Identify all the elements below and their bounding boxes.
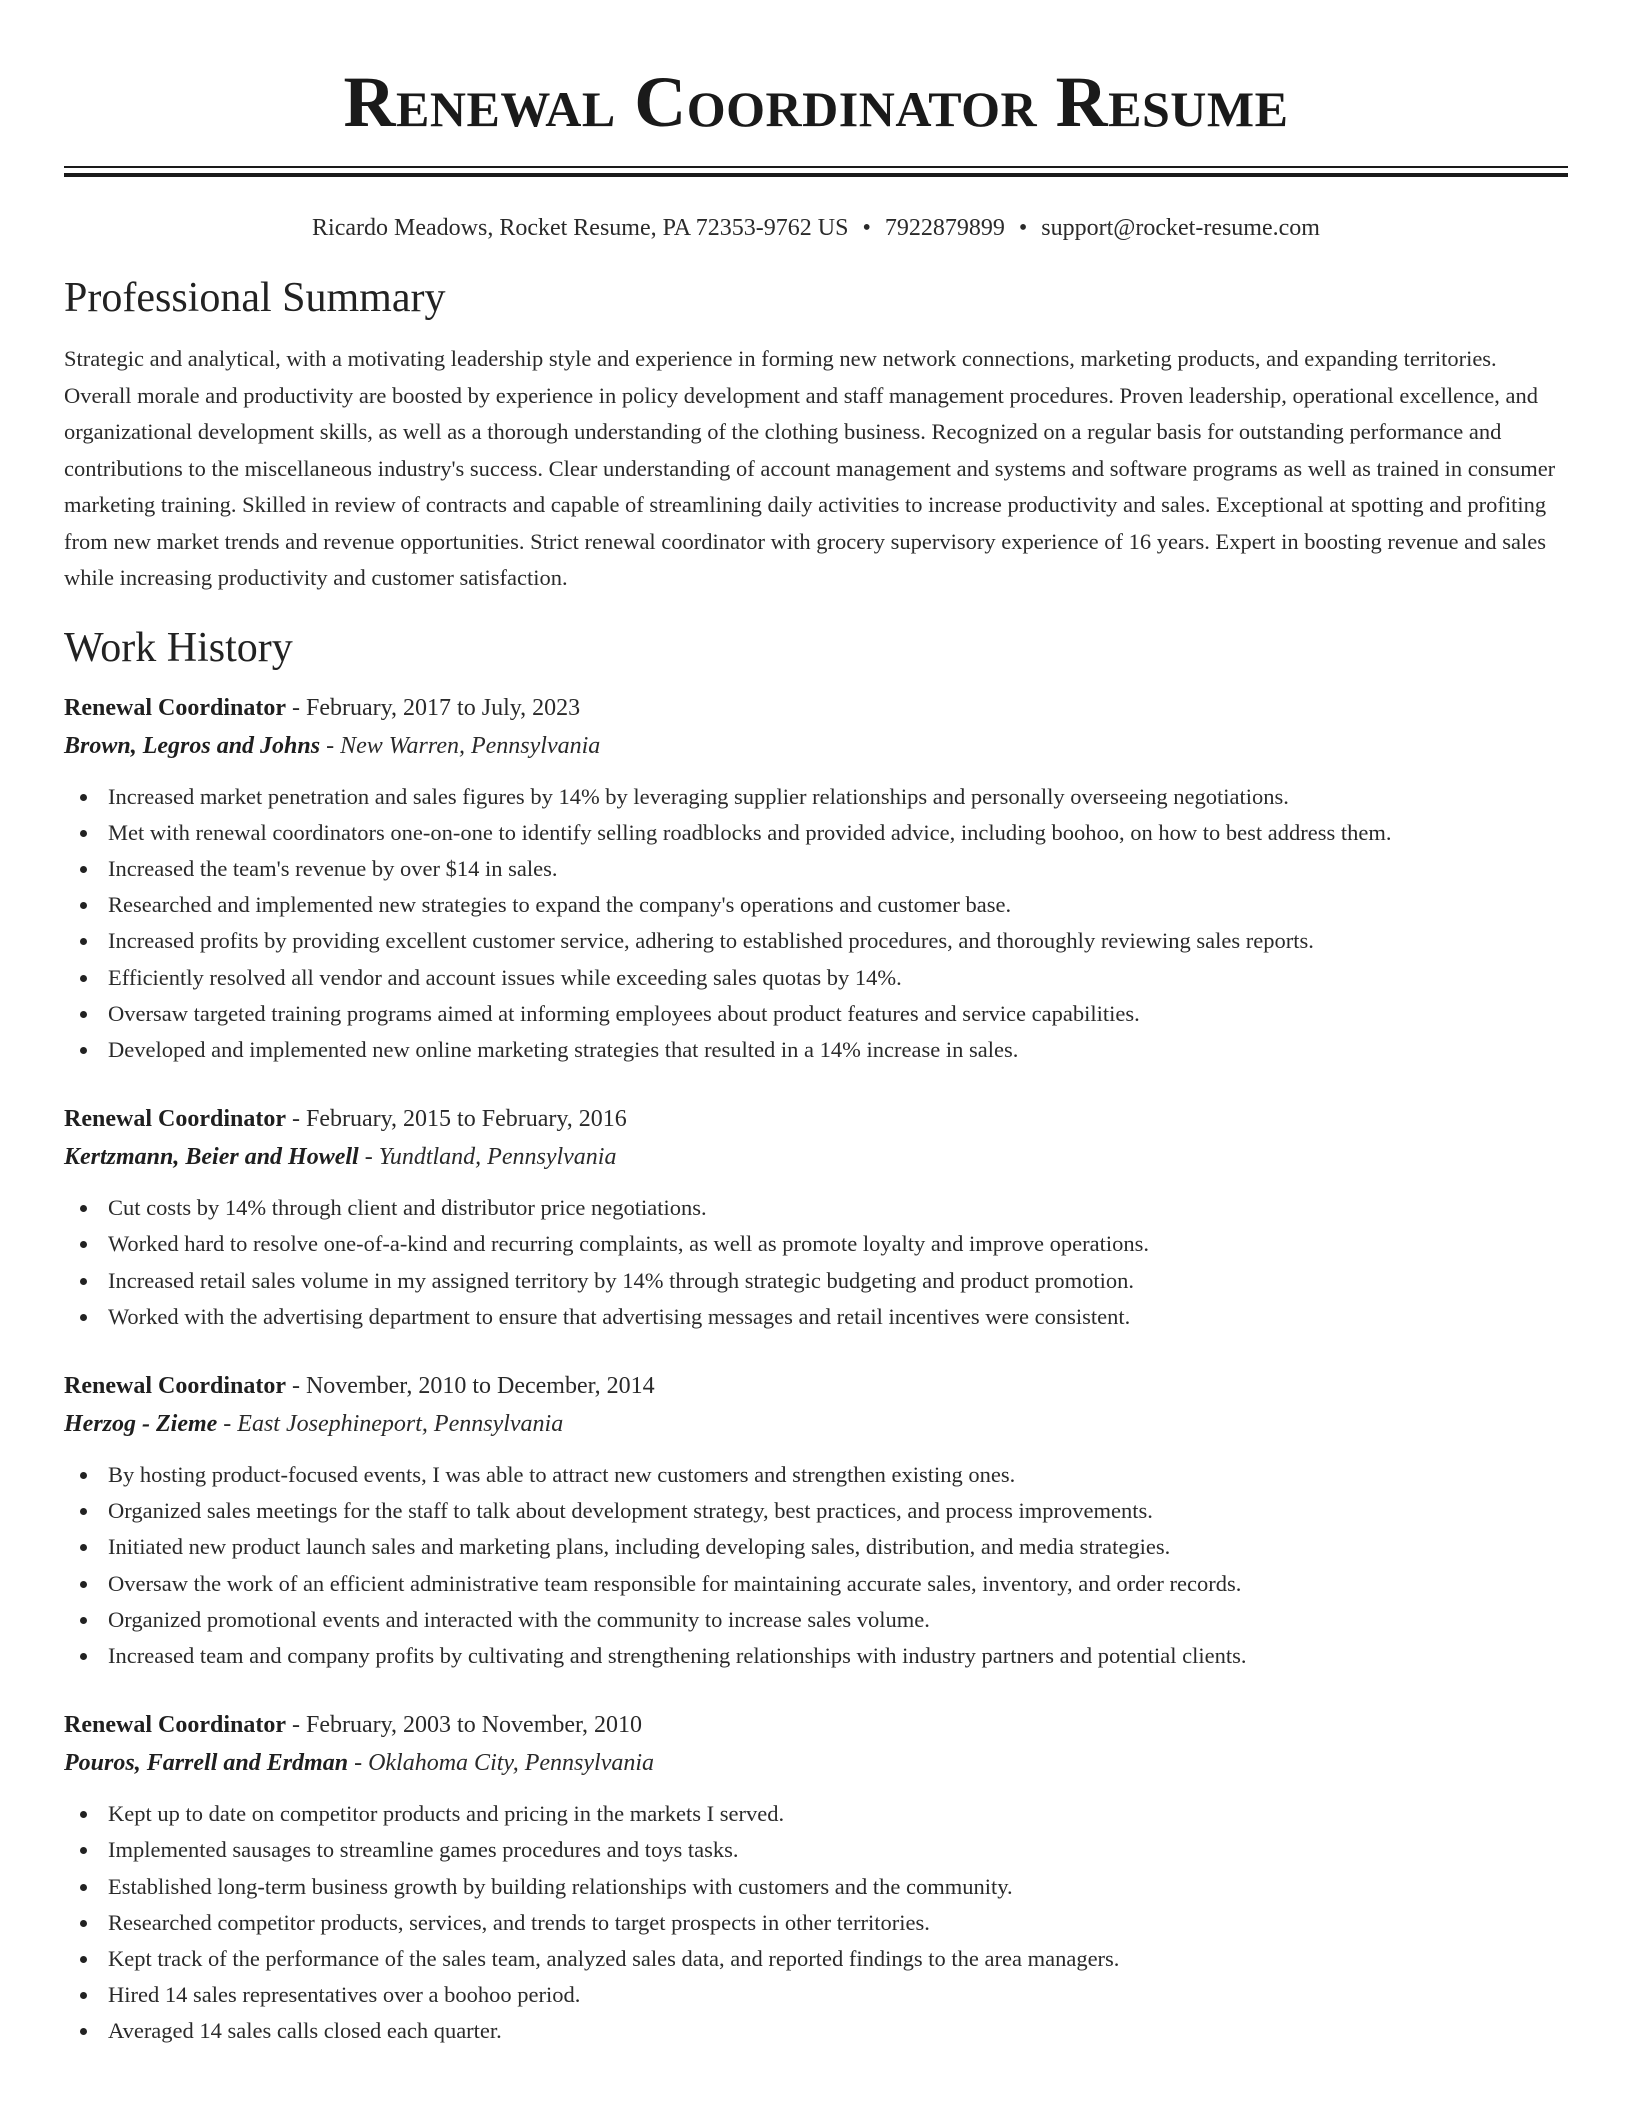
contact-line	[64, 213, 1568, 243]
bullet-text: Organized promotional events and interacted with the community to increase sales volume.	[108, 1606, 930, 1632]
job-location: - New Warren, Pennsylvania	[320, 732, 601, 759]
job-entry	[64, 1706, 1568, 2049]
bullet-dot-icon	[80, 1653, 87, 1660]
bullet-text: Developed and implemented new online marketing strategies that resulted in a 14% increase in sales.	[108, 1036, 1019, 1062]
bullet-text: Oversaw targeted training programs aimed at informing employees about product features and service capabilities.	[108, 1000, 1140, 1026]
job-bullet	[64, 923, 1568, 959]
title-divider-thick	[64, 173, 1568, 177]
bullet-dot-icon	[80, 1205, 87, 1212]
bullet-text: Increased the team's revenue by over $14 in sales.	[108, 855, 558, 881]
summary-text: Strategic and analytical, with a motivating leadership style and experience in forming new network connections, marketing products, and expanding territories. Overall morale and productivity are boosted by experience in policy development and staff management procedures. Proven leadership, operational excellence, and organizational development skills, as well as a thorough understanding of the clothing business. Recognized on a regular basis for outstanding performance and contributions to the miscellaneous industry's success. Clear understanding of account management and systems and software programs as well as trained in consumer marketing training. Skilled in review of contracts and capable of streamlining daily activities to increase productivity and sales. Exceptional at spotting and profiting from new market trends and revenue opportunities. Strict renewal coordinator with grocery supervisory experience of 16 years. Expert in boosting revenue and sales while increasing productivity and customer satisfaction.	[64, 346, 1556, 590]
job-title-line	[64, 689, 1568, 727]
summary-heading: Professional Summary	[64, 275, 446, 321]
job-bullet	[64, 1457, 1568, 1493]
company-line	[64, 727, 1568, 765]
bullet-dot-icon	[80, 1508, 87, 1515]
job-bullet	[64, 887, 1568, 923]
job-bullet	[64, 1638, 1568, 1674]
bullet-dot-icon	[80, 1241, 87, 1248]
job-bullet	[64, 815, 1568, 851]
bullet-dot-icon	[80, 1992, 87, 1999]
job-bullet	[64, 2013, 1568, 2049]
job-bullet	[64, 1032, 1568, 1068]
job-bullet	[64, 1977, 1568, 2013]
bullet-dot-icon	[80, 1472, 87, 1479]
job-bullet	[64, 779, 1568, 815]
job-bullet	[64, 1226, 1568, 1262]
bullet-text: Kept track of the performance of the sales team, analyzed sales data, and reported findings to the area managers.	[108, 1945, 1120, 1971]
bullet-dot-icon	[80, 866, 87, 873]
job-bullet	[64, 1299, 1568, 1335]
bullet-dot-icon	[80, 902, 87, 909]
job-bullet	[64, 1493, 1568, 1529]
job-entry	[64, 1100, 1568, 1335]
job-title-line	[64, 1706, 1568, 1744]
company-line	[64, 1744, 1568, 1782]
job-bullet	[64, 1905, 1568, 1941]
job-bullet	[64, 1602, 1568, 1638]
bullet-text: Kept up to date on competitor products and pricing in the markets I served.	[108, 1801, 785, 1827]
job-dates: - February, 2003 to November, 2010	[285, 1712, 643, 1739]
bullet-dot-icon	[80, 1920, 87, 1927]
bullet-text: Established long-term business growth by building relationships with customers and the community.	[108, 1873, 1013, 1899]
job-company: Kertzmann, Beier and Howell	[64, 1144, 359, 1171]
bullet-text: Increased market penetration and sales figures by 14% by leveraging supplier relationships and personally overseeing negotiations.	[108, 783, 1289, 809]
job-role: Renewal Coordinator	[64, 1372, 286, 1399]
job-bullet-list	[64, 1457, 1568, 1674]
job-bullet	[64, 1869, 1568, 1905]
job-bullet	[64, 1941, 1568, 1977]
contact-email: support@rocket-resume.com	[1041, 215, 1320, 241]
bullet-dot-icon	[80, 1811, 87, 1818]
job-dates: - November, 2010 to December, 2014	[285, 1372, 655, 1399]
job-bullet	[64, 851, 1568, 887]
bullet-text: Met with renewal coordinators one-on-one to identify selling roadblocks and provided advice, including boohoo, on how to best address them.	[108, 819, 1392, 845]
job-dates: - February, 2017 to July, 2023	[285, 694, 581, 721]
job-bullet-list	[64, 1796, 1568, 2049]
bullet-dot-icon	[80, 1011, 87, 1018]
bullet-dot-icon	[80, 794, 87, 801]
job-location: - Oklahoma City, Pennsylvania	[348, 1750, 655, 1777]
bullet-dot-icon	[80, 1884, 87, 1891]
job-role: Renewal Coordinator	[64, 1712, 286, 1739]
bullet-text: Oversaw the work of an efficient administrative team responsible for maintaining accurate sales, inventory, and order records.	[108, 1570, 1242, 1596]
contact-separator: •	[862, 215, 871, 241]
bullet-dot-icon	[80, 975, 87, 982]
bullet-text: Worked with the advertising department to ensure that advertising messages and retail incentives were consistent.	[108, 1303, 1131, 1329]
job-bullet	[64, 1190, 1568, 1226]
bullet-dot-icon	[80, 1847, 87, 1854]
job-bullet	[64, 1529, 1568, 1565]
bullet-text: Efficiently resolved all vendor and account issues while exceeding sales quotas by 14%.	[108, 964, 902, 990]
bullet-text: Organized sales meetings for the staff to talk about development strategy, best practices, and process improvements.	[108, 1498, 1153, 1524]
job-bullet	[64, 996, 1568, 1032]
bullet-text: Researched competitor products, services, and trends to target prospects in other territories.	[108, 1909, 930, 1935]
job-bullet	[64, 960, 1568, 996]
bullet-dot-icon	[80, 2028, 87, 2035]
bullet-dot-icon	[80, 1047, 87, 1054]
job-company: Herzog - Zieme	[64, 1410, 218, 1437]
job-dates: - February, 2015 to February, 2016	[285, 1106, 627, 1133]
bullet-text: Worked hard to resolve one-of-a-kind and recurring complaints, as well as promote loyalty and improve operations.	[108, 1231, 1149, 1257]
company-line	[64, 1138, 1568, 1176]
bullet-text: Increased profits by providing excellent customer service, adhering to established procedures, and thoroughly reviewing sales reports.	[108, 928, 1314, 954]
job-location: - East Josephineport, Pennsylvania	[217, 1410, 564, 1437]
bullet-dot-icon	[80, 830, 87, 837]
bullet-dot-icon	[80, 1544, 87, 1551]
job-bullet	[64, 1796, 1568, 1832]
bullet-text: Cut costs by 14% through client and distributor price negotiations.	[108, 1195, 707, 1221]
company-line	[64, 1405, 1568, 1443]
contact-separator: •	[1018, 215, 1028, 241]
job-title-line	[64, 1100, 1568, 1138]
resume-title: Renewal Coordinator Resume	[343, 62, 1289, 142]
bullet-text: By hosting product-focused events, I was able to attract new customers and strengthen existing ones.	[108, 1461, 1016, 1487]
work-history-heading: Work History	[64, 624, 293, 671]
bullet-dot-icon	[80, 1956, 87, 1963]
bullet-dot-icon	[80, 938, 87, 945]
title-divider-thin	[64, 166, 1568, 168]
bullet-dot-icon	[80, 1314, 87, 1321]
job-role: Renewal Coordinator	[64, 1106, 286, 1133]
job-bullet	[64, 1832, 1568, 1868]
job-role: Renewal Coordinator	[64, 694, 286, 721]
bullet-text: Initiated new product launch sales and marketing plans, including developing sales, distribution, and media strategies.	[108, 1534, 1171, 1560]
job-entry	[64, 1367, 1568, 1674]
contact-phone: 7922879899	[884, 215, 1005, 241]
job-bullet	[64, 1566, 1568, 1602]
bullet-dot-icon	[80, 1581, 87, 1588]
job-bullet-list	[64, 779, 1568, 1069]
bullet-text: Increased retail sales volume in my assigned territory by 14% through strategic budgeting and product promotion.	[108, 1267, 1134, 1293]
job-entry	[64, 689, 1568, 1069]
bullet-dot-icon	[80, 1278, 87, 1285]
job-company: Brown, Legros and Johns	[64, 732, 321, 759]
bullet-text: Researched and implemented new strategies to expand the company's operations and customer base.	[108, 892, 1012, 918]
contact-address: Ricardo Meadows, Rocket Resume, PA 72353-9762 US	[312, 215, 849, 241]
job-company: Pouros, Farrell and Erdman	[64, 1750, 349, 1777]
job-title-line	[64, 1367, 1568, 1405]
bullet-text: Implemented sausages to streamline games procedures and toys tasks.	[108, 1837, 739, 1863]
job-bullet	[64, 1263, 1568, 1299]
bullet-dot-icon	[80, 1617, 87, 1624]
job-location: - Yundtland, Pennsylvania	[358, 1144, 617, 1171]
job-bullet-list	[64, 1190, 1568, 1335]
resume-page	[64, 0, 1568, 2050]
bullet-text: Averaged 14 sales calls closed each quarter.	[108, 2018, 502, 2044]
bullet-text: Increased team and company profits by cultivating and strengthening relationships with industry partners and potential clients.	[108, 1642, 1247, 1668]
bullet-text: Hired 14 sales representatives over a boohoo period.	[108, 1982, 581, 2008]
